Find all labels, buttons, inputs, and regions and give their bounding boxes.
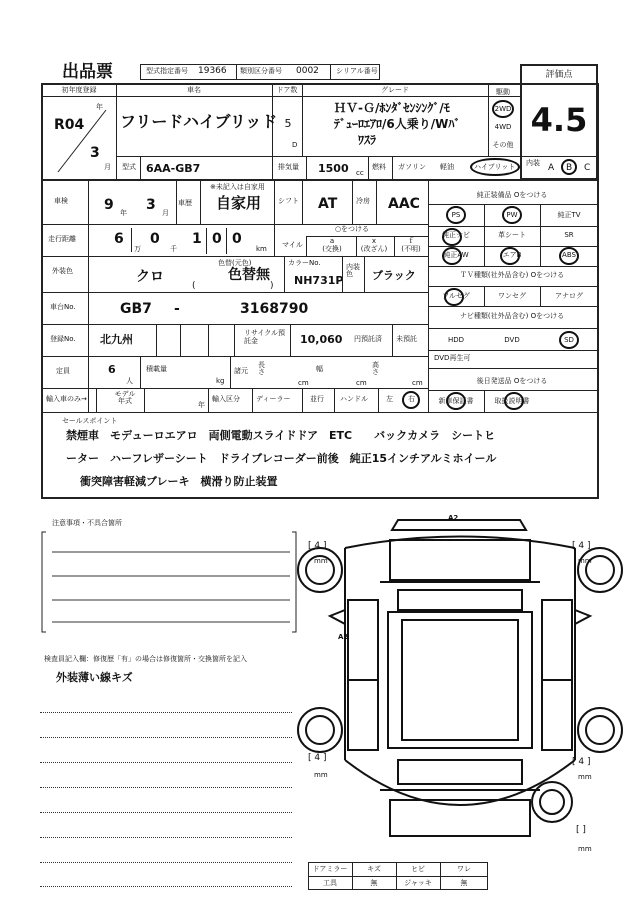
drive-2wd[interactable]: 2WD — [494, 105, 512, 113]
tread-rear-left: [ 4 ] — [308, 753, 327, 763]
model-year-unit: 年 — [198, 401, 205, 409]
selling-points-label: セールスポイント — [62, 417, 118, 425]
tread-rear-right: [ 4 ] — [572, 757, 591, 767]
interior-grade-c[interactable]: C — [584, 163, 591, 173]
genuine-abs[interactable]: ABS — [562, 251, 576, 259]
damage-mark-front: A2 — [448, 514, 459, 522]
later-title: 後日発送品 Oをつける — [476, 377, 548, 385]
mileage-unit-km: km — [256, 245, 267, 253]
door-suffix: D — [292, 141, 298, 149]
type-cert-value: 19366 — [198, 66, 227, 76]
dims-label: 諸元 — [234, 367, 248, 375]
tools-value: 無 — [370, 879, 378, 887]
mileage-unit-man: 万 — [134, 245, 141, 253]
drive-label: 駆動 — [496, 88, 510, 96]
interior-grade-b[interactable]: B — [566, 163, 573, 173]
opt-tampered[interactable]: (改ざん) — [360, 245, 388, 253]
import-dealer[interactable]: ディーラー — [256, 395, 291, 403]
capacity-unit: 人 — [126, 377, 133, 385]
car-name-label: 車名 — [187, 86, 201, 94]
tread-front-left-mm: mm — [314, 557, 328, 565]
tread-front-right-mm: mm — [578, 557, 592, 565]
history-label: 車歴 — [178, 199, 192, 207]
paren-close: ) — [270, 281, 274, 291]
width-label: 幅 — [316, 365, 323, 373]
tv-title: ＴＶ種類(社外品含む) Oをつける — [459, 271, 565, 279]
nav-title: ナビ種類(社外品含む) Oをつける — [459, 312, 565, 320]
chassis-label: 車台No. — [50, 303, 76, 311]
model-year-label: モデル年式 — [114, 390, 136, 405]
nav-sd[interactable]: SD — [564, 336, 574, 344]
handle-right[interactable]: 右 — [408, 395, 415, 403]
nav-dvd[interactable]: DVD — [504, 336, 520, 344]
color-code-label: カラーNo. — [288, 259, 321, 267]
later-warranty[interactable]: 新車保証書 — [438, 397, 474, 405]
repaint-value: 色替無 — [228, 267, 270, 283]
tools-label: 工具 — [323, 879, 337, 887]
category-value: 0002 — [296, 66, 319, 76]
registration-label: 登録No. — [50, 335, 76, 343]
selling-points-line1: 禁煙車 モデューロエアロ 両側電動スライドドア ETC バックカメラ シートヒ — [66, 429, 496, 442]
doors-label: ドア数 — [276, 86, 298, 94]
genuine-navi[interactable]: 純正ナビ — [442, 231, 470, 239]
eval-value: 4.5 — [530, 101, 588, 139]
interior-grade-a[interactable]: A — [548, 163, 555, 173]
int-color-label: 内装色 — [346, 263, 360, 278]
nav-hdd[interactable]: HDD — [447, 336, 465, 344]
mileage-digit-1: 6 — [114, 231, 124, 247]
capacity-label: 定員 — [56, 367, 70, 375]
first-reg-year: R04 — [54, 117, 85, 133]
height-label: 高さ — [372, 361, 379, 376]
mileage-unit-sen: 千 — [170, 245, 177, 253]
tread-spare-mm: mm — [578, 845, 592, 853]
chassis-number: 3168790 — [240, 301, 309, 317]
load-label: 積載量 — [146, 365, 167, 373]
recycle-status[interactable]: 円預託済 — [354, 335, 382, 343]
grade-line1: ＨＶ-Ｇ/ﾎﾝﾀﾞｾﾝｼﾝｸﾞ/ﾓ — [334, 101, 450, 115]
history-value: 自家用 — [216, 194, 262, 212]
first-reg-label: 初年度登録 — [61, 86, 97, 94]
displacement-value: 1500 — [318, 162, 349, 175]
dvd-playable[interactable]: DVD再生可 — [434, 354, 471, 362]
load-unit: kg — [216, 377, 225, 385]
year-label: 年 — [96, 103, 103, 111]
month-label: 月 — [104, 163, 111, 171]
repaint-label: 色替(元色) — [218, 259, 252, 267]
jack-label: ジャッキ — [404, 879, 432, 887]
car-name: フリードハイブリッド — [120, 112, 278, 131]
selling-points-line3: 衝突障害軽減ブレーキ 横滑り防止装置 — [80, 475, 278, 488]
int-color-value: ブラック — [372, 269, 416, 282]
first-reg-month: 3 — [90, 145, 100, 161]
inspector-label: 検査員記入欄：修復歴「有」の場合は修復箇所・交換箇所を記入 — [44, 655, 247, 663]
mileage-circle-note: ○をつける — [334, 225, 370, 233]
genuine-leather[interactable]: 革シート — [498, 231, 526, 239]
opt-mark-f: ｆ — [407, 237, 415, 245]
history-note: ※未記入は自家用 — [210, 183, 265, 191]
not-deposited[interactable]: 未預託 — [396, 335, 417, 343]
serial-label: シリアル番号 — [336, 67, 378, 75]
capacity-value: 6 — [108, 363, 116, 376]
genuine-tv[interactable]: 純正TV — [557, 211, 581, 219]
tread-rear-left-mm: mm — [314, 771, 328, 779]
mileage-label: 走行距離 — [48, 235, 76, 243]
tread-rear-right-mm: mm — [578, 773, 592, 781]
shaken-year-unit: 年 — [120, 209, 127, 217]
length-label: 長さ — [258, 361, 265, 376]
opt-exchange[interactable]: (交換) — [322, 245, 342, 253]
tread-spare: [ ] — [576, 825, 586, 835]
length-cm: cm — [298, 379, 309, 387]
height-cm: cm — [412, 379, 423, 387]
displacement-label: 排気量 — [278, 163, 299, 171]
genuine-airbag[interactable]: エアB — [502, 251, 522, 259]
ac-value: AAC — [388, 196, 420, 212]
genuine-ps[interactable]: PS — [451, 211, 461, 219]
import-only-label: 輸入車のみ→ — [46, 395, 87, 403]
eval-label: 評価点 — [545, 70, 573, 80]
import-type-label: 輸入区分 — [212, 395, 240, 403]
tools-mirror-label: ドアミラー — [312, 865, 348, 873]
tv-oneseg[interactable]: ワンセグ — [498, 292, 526, 300]
opt-unknown[interactable]: (不明) — [401, 245, 421, 253]
jack-value: 無 — [460, 879, 468, 887]
fuel-diesel[interactable]: 軽油 — [440, 163, 454, 171]
tools-crack-label: ヒビ — [411, 865, 425, 873]
shaken-year: 9 — [104, 197, 114, 213]
tv-fullseg[interactable]: フルセグ — [442, 292, 470, 300]
doors-value: 5 — [284, 117, 292, 130]
later-manual[interactable]: 取扱説明書 — [494, 397, 530, 405]
mileage-digit-5: 0 — [232, 231, 242, 247]
fuel-label: 燃料 — [372, 163, 386, 171]
drive-other[interactable]: その他 — [492, 141, 514, 149]
fuel-gasoline[interactable]: ガソリン — [398, 163, 426, 171]
fuel-hybrid[interactable]: ハイブリット — [474, 163, 516, 171]
chassis-dash: - — [174, 301, 180, 317]
opt-mark-a: a — [329, 237, 335, 245]
paren-open: ( — [192, 281, 196, 291]
drive-4wd[interactable]: 4WD — [494, 123, 512, 131]
tv-analog[interactable]: アナログ — [555, 292, 583, 300]
tread-front-left: [ 4 ] — [308, 541, 327, 551]
model-value: 6AA-GB7 — [146, 162, 201, 175]
shift-label: シフト — [278, 197, 299, 205]
shaken-month: 3 — [146, 197, 156, 213]
genuine-title: 純正装備品 Oをつける — [476, 191, 548, 199]
type-cert-label: 型式指定番号 — [146, 67, 188, 75]
category-label: 類別区分番号 — [240, 67, 282, 75]
tools-break-label: ワレ — [457, 865, 471, 873]
tools-scratch-label: キズ — [367, 865, 381, 873]
handle-label: ハンドル — [340, 395, 368, 403]
chassis-prefix: GB7 — [120, 301, 152, 317]
mileage-digit-2: 0 — [150, 231, 160, 247]
mileage-digit-4: 0 — [212, 231, 222, 247]
genuine-pw[interactable]: PW — [506, 211, 518, 219]
interior-label: 内装 — [526, 159, 540, 167]
grade-line2: ﾃﾞｭｰﾛｴｱﾛ/6人乗り/Wﾊﾞ — [334, 117, 461, 131]
recycle-value: 10,060 — [300, 333, 343, 346]
recycle-label: リサイクル預託金 — [244, 329, 286, 345]
genuine-sr[interactable]: SR — [564, 231, 574, 239]
mile-option[interactable]: マイル — [282, 241, 303, 249]
shift-value: AT — [318, 196, 338, 212]
handle-left[interactable]: 左 — [386, 395, 393, 403]
mileage-digit-3: 1 — [192, 231, 202, 247]
ac-label: 冷房 — [356, 197, 370, 205]
shaken-month-unit: 月 — [162, 209, 169, 217]
selling-points-line2: ーター ハーフレザーシート ドライブレコーダー前後 純正15インチアルミホイール — [66, 452, 497, 465]
grade-label: グレード — [381, 86, 409, 94]
damage-mark-left: A2 — [338, 633, 349, 641]
width-cm: cm — [356, 379, 367, 387]
cc-unit: cc — [356, 169, 364, 177]
tread-front-right: [ 4 ] — [572, 541, 591, 551]
import-parallel[interactable]: 並行 — [310, 395, 324, 403]
model-label: 型式 — [122, 163, 136, 171]
ext-color-value: クロ — [136, 269, 164, 285]
registration-value: 北九州 — [100, 333, 133, 346]
shaken-label: 車検 — [54, 197, 68, 205]
genuine-aw[interactable]: 純正AW — [443, 251, 469, 259]
color-code-value: NH731P — [294, 274, 344, 287]
ext-color-label: 外装色 — [52, 267, 73, 275]
grade-line3: ﾜｽﾗ — [358, 133, 377, 147]
inspector-note: 外装薄い線キズ — [56, 671, 133, 684]
form-title: 出品票 — [62, 62, 113, 82]
opt-mark-x: x — [371, 237, 377, 245]
issues-label: 注意事項・不具合箇所 — [52, 519, 122, 527]
